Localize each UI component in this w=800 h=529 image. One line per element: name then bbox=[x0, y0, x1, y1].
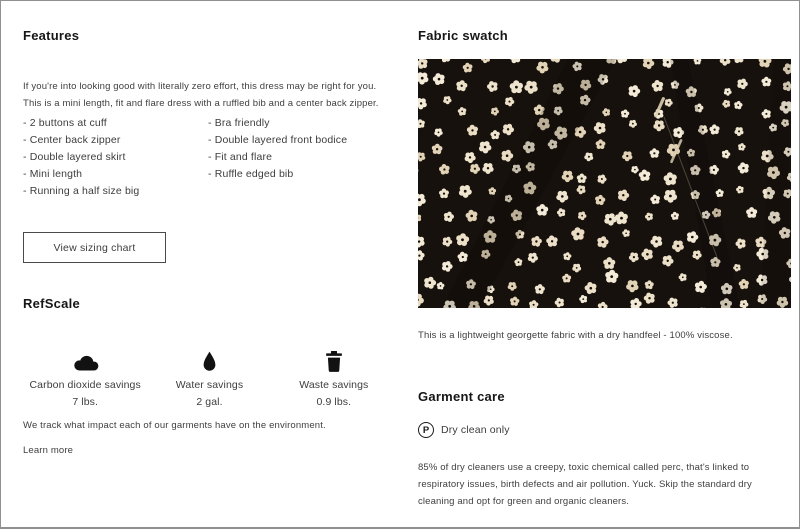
water-drop-icon bbox=[202, 346, 217, 372]
refscale-description: We track what impact each of our garments have on the environment. bbox=[23, 420, 326, 431]
feature-item: - Ruffle edged bib bbox=[208, 166, 396, 183]
features-title: Features bbox=[23, 28, 80, 43]
fabric-swatch-title: Fabric swatch bbox=[418, 28, 508, 43]
fabric-column bbox=[418, 29, 791, 527]
features-column bbox=[23, 29, 396, 527]
metric-label: Carbon dioxide savings bbox=[29, 379, 141, 391]
trash-icon bbox=[326, 346, 342, 372]
feature-item: - Double layered front bodice bbox=[208, 132, 396, 149]
feature-list-col1 bbox=[23, 115, 208, 200]
feature-item: - Double layered skirt bbox=[23, 149, 208, 166]
metric-label: Waste savings bbox=[299, 379, 369, 391]
feature-item: - Bra friendly bbox=[208, 115, 396, 132]
fabric-description: This is a lightweight georgette fabric with a dry handfeel - 100% viscose. bbox=[418, 330, 733, 341]
refscale-metrics bbox=[23, 346, 396, 410]
feature-item: - Mini length bbox=[23, 166, 208, 183]
refscale-metric-carbon bbox=[23, 346, 147, 410]
learn-more-link[interactable]: Learn more bbox=[23, 445, 74, 456]
metric-value: 7 lbs. bbox=[72, 395, 99, 408]
dry-clean-symbol-icon: P bbox=[418, 422, 434, 438]
view-sizing-chart-button[interactable]: View sizing chart bbox=[23, 232, 166, 263]
refscale-title: RefScale bbox=[23, 296, 80, 311]
fabric-swatch-image bbox=[418, 59, 791, 308]
garment-care-description: 85% of dry cleaners use a creepy, toxic chemical called perc, that's linked to respiratory issues, birth defects and air pollution. Yuck. Skip the standard dry cleaning and opt for green and organic cleaners. bbox=[418, 462, 752, 507]
care-instruction bbox=[418, 422, 791, 438]
care-label: Dry clean only bbox=[441, 424, 510, 436]
cloud-icon bbox=[71, 346, 100, 372]
metric-value: 2 gal. bbox=[196, 395, 223, 408]
feature-list bbox=[23, 115, 396, 200]
garment-care-title: Garment care bbox=[418, 389, 505, 404]
refscale-metric-water bbox=[147, 346, 271, 410]
metric-label: Water savings bbox=[175, 379, 244, 391]
feature-list-col2 bbox=[208, 115, 396, 200]
features-intro: If you're into looking good with literally zero effort, this dress may be right for you. This is a mini length, fit and flare dress with a ruffled bib and a center back zipper. bbox=[23, 81, 379, 109]
feature-item: - Running a half size big bbox=[23, 183, 208, 200]
feature-item: - Center back zipper bbox=[23, 132, 208, 149]
feature-item: - 2 buttons at cuff bbox=[23, 115, 208, 132]
feature-item: - Fit and flare bbox=[208, 149, 396, 166]
metric-value: 0.9 lbs. bbox=[316, 395, 352, 408]
refscale-metric-waste bbox=[272, 346, 396, 410]
